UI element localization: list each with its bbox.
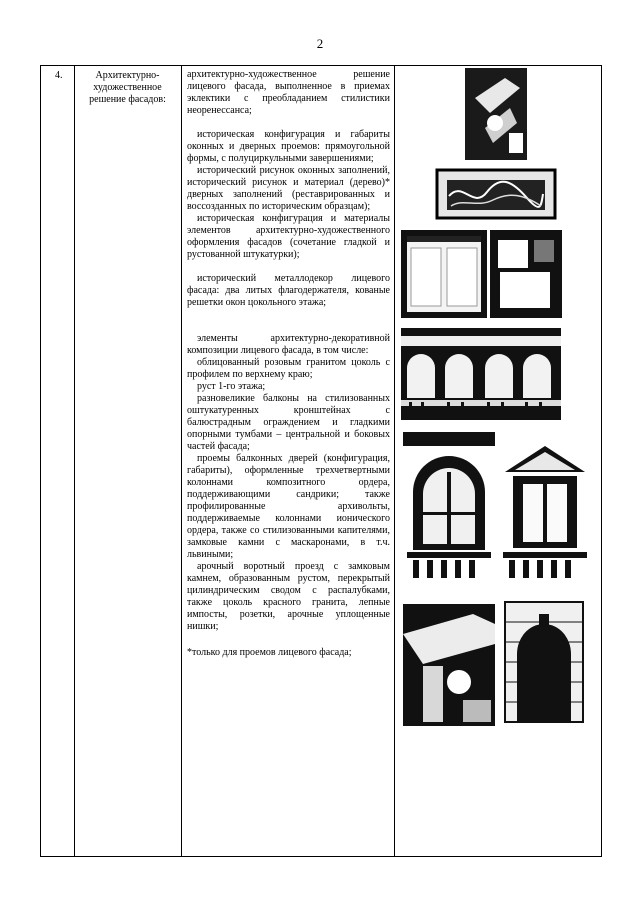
photo-window-grille bbox=[433, 166, 559, 222]
paragraph: руст 1-го этажа; bbox=[197, 381, 266, 392]
photo-door-right bbox=[490, 230, 562, 318]
photo-capital-detail bbox=[403, 604, 495, 726]
row-number: 4. bbox=[55, 70, 63, 81]
protection-table bbox=[40, 65, 602, 857]
paragraph: облицованный розовым гранитом цоколь с профилем по верхнему краю; bbox=[187, 357, 390, 380]
paragraph: арочный воротный проезд с замковым камнем, образованным рустом, перекрытый цилиндрическим сводом с распалубками, также цоколь красного гранита, лепные импосты, розетки, арочные уплощенные нишки; bbox=[187, 561, 390, 632]
photo-door-left bbox=[401, 230, 487, 318]
row-description bbox=[187, 69, 390, 659]
photo-gate-arch bbox=[501, 598, 587, 726]
paragraph: архитектурно-художественное решение лицевого фасада, выполненное в приемах эклектики с преобладанием стилистики неоренессанса; bbox=[187, 69, 390, 116]
paragraph: проемы балконных дверей (конфигурация, габариты), оформленные трехчетвертными колоннами композитного ордера, поддерживающими сандрики; также профилированные архивольты, поддерживаемые колоннами ионического ордера, также со стилизованными капителями, замковые камни с маскаронами, в т.ч. львиными; bbox=[187, 453, 390, 560]
photo-facade-balcony-row bbox=[401, 328, 561, 420]
page-number: 2 bbox=[316, 36, 324, 51]
column-divider bbox=[394, 66, 395, 856]
paragraph: историческая конфигурация и габариты оконных и дверных проемов: прямоугольной формы, с полуциркульными завершениями; bbox=[187, 129, 390, 164]
column-divider bbox=[181, 66, 182, 856]
paragraph: разновеликие балконы на стилизованных оштукатуренных кронштейнах с балюстрадным ограждением и гладкими опорными тумбами – центральной и боковых частей фасада; bbox=[187, 393, 390, 452]
photo-balcony-arched bbox=[403, 432, 495, 588]
photo-flag-holder bbox=[465, 68, 527, 160]
row-title: Архитектурно-художественное решение фасадов: bbox=[89, 70, 166, 105]
paragraph: элементы архитектурно-декоративной композиции лицевого фасада, в том числе: bbox=[187, 333, 390, 356]
footnote: *только для проемов лицевого фасада; bbox=[187, 647, 352, 658]
column-divider bbox=[74, 66, 75, 856]
paragraph: историческая конфигурация и материалы элементов архитектурно-художественного оформления фасадов (сочетание гладкой и рустованной штукатурки); bbox=[187, 213, 390, 260]
photo-balcony-pediment bbox=[499, 432, 591, 588]
paragraph: исторический металлодекор лицевого фасада: два литых флагодержателя, кованые решетки окон цокольного этажа; bbox=[187, 273, 390, 308]
paragraph: исторический рисунок оконных заполнений, исторический рисунок и материал (дерево)* дверных заполнений (реставрированных и воссозданных по историческим образцам); bbox=[187, 165, 390, 212]
